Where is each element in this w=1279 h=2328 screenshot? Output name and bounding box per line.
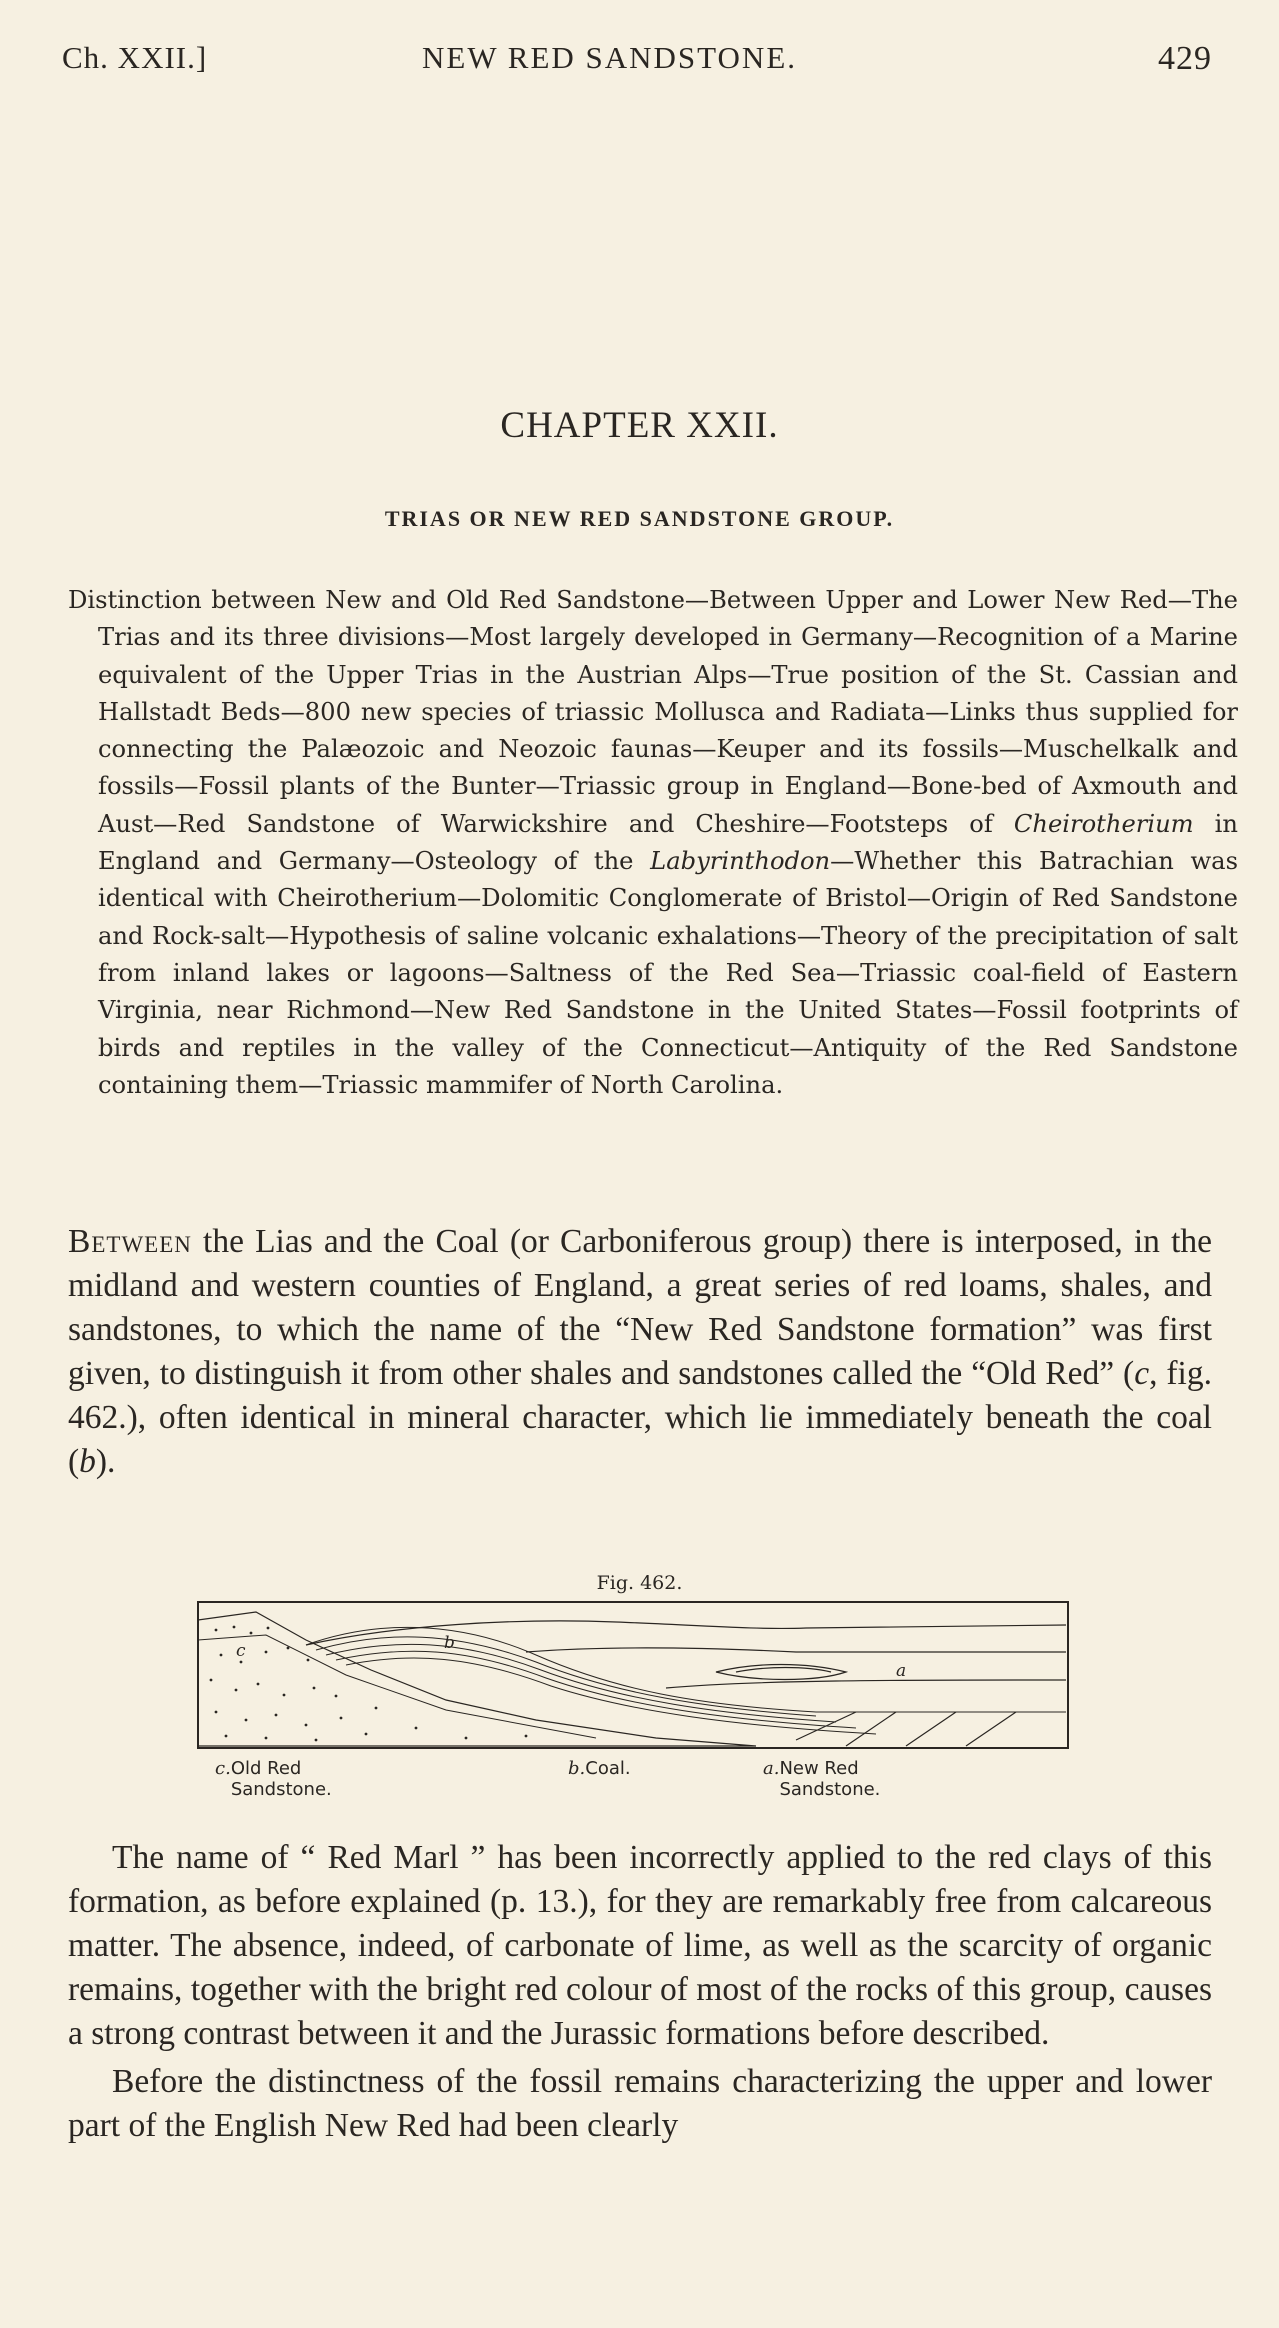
paragraph-red-marl: The name of “ Red Marl ” has been incorrectly applied to the red clays of this formation, as before explained (p. 13.), for they are remarkably free from calcareous matter. The absence, indeed, of carbonate of lime, as well as the scarcity of organic remains, together with the bright red colour of most of the rocks of this group, causes a strong contrast between it and the Jurassic formations before described. xyxy=(68,1839,1212,2052)
chapter-subtitle: TRIAS OR NEW RED SANDSTONE GROUP. xyxy=(384,506,895,531)
summary-italic-cheirotherium: Cheirotherium xyxy=(1013,809,1194,838)
chapter-title: CHAPTER XXII. xyxy=(500,405,779,446)
chapter-reference: Ch. XXII.] xyxy=(62,40,208,75)
running-title: NEW RED SANDSTONE. xyxy=(422,40,798,75)
geological-section-figure xyxy=(196,1600,1072,1752)
paragraph1-text-a: the Lias and the Coal (or Carboniferous group) there is interposed, in the midland and western counties of England, a great series of red loams, shales, and sandstones, to which the name of the “New Red Sandstone formation” was first given, to distinguish it from other shales and sandstones called the “Old Red” ( xyxy=(68,1223,1212,1392)
summary-italic-labyrinthodon: Labyrinthodon xyxy=(650,847,831,876)
running-header xyxy=(62,40,1212,88)
figure-frame xyxy=(198,1602,1068,1748)
paragraph-before-distinctness: Before the distinctness of the fossil remains characterizing the upper and lower part of the English New Red had been clearly xyxy=(68,2063,1212,2144)
legend-old-red xyxy=(215,1758,332,1800)
legend-letter-b: b. xyxy=(568,1758,586,1779)
legend-letter-c: c. xyxy=(215,1758,231,1779)
legend-text-c: Old Red Sandstone. xyxy=(230,1758,332,1800)
figure-mark-b: b xyxy=(444,1633,455,1653)
figure-label: Fig. 462. xyxy=(596,1572,683,1594)
chapter-summary xyxy=(68,582,1238,1104)
paragraph-between xyxy=(68,1220,1212,1484)
summary-text-2: in England and Germany—Osteology of the xyxy=(98,809,1238,876)
summary-text-3: —Whether this Batrachian was identical with Cheirotherium—Dolomitic Conglomerate of Bristol—Origin of Red Sandstone and Rock-salt—Hypothesis of saline volcanic exhalations—Theory of the precipitation of salt from inland lakes or lagoons—Saltness of the Red Sea—Triassic coal-field of Eastern Virginia, near Richmond—New Red Sandstone in the United States—Fossil footprints of birds and reptiles in the valley of the Connecticut—Antiquity of the Red Sandstone containing them—Triassic mammifer of North Carolina. xyxy=(98,847,1238,1099)
legend-new-red xyxy=(763,1758,881,1800)
paragraph1-italic-b: b xyxy=(79,1443,96,1480)
old-red-sandstone-layer xyxy=(198,1612,756,1746)
legend-text-b: Coal. xyxy=(585,1758,631,1779)
sandstone-dots xyxy=(210,1626,528,1742)
new-red-sandstone-layers xyxy=(306,1621,1066,1746)
legend-coal xyxy=(568,1758,631,1779)
figure-mark-c: c xyxy=(236,1641,246,1661)
summary-text-1: Distinction between New and Old Red Sandstone—Between Upper and Lower New Red—The Trias and its three divisions—Most largely developed in Germany—Recognition of a Marine equivalent of the Upper Trias in the Austrian Alps—True position of the St. Cassian and Hallstadt Beds—800 new species of triassic Mollusca and Radiata—Links thus supplied for connecting the Palæozoic and Neozoic faunas—Keuper and its fossils—Muschelkalk and fossils—Fossil plants of the Bunter—Triassic group in England—Bone-bed of Axmouth and Aust—Red Sandstone of Warwickshire and Cheshire—Footsteps of xyxy=(68,586,1238,838)
page-number: 429 xyxy=(1158,40,1212,77)
paragraph1-italic-c: c xyxy=(1134,1355,1150,1392)
figure-legend xyxy=(215,1758,1075,1800)
paragraph1-text-c: ). xyxy=(95,1443,116,1480)
legend-letter-a: a. xyxy=(763,1758,780,1779)
paragraph-lead-word: Between xyxy=(68,1223,192,1260)
legend-text-a: New Red Sandstone. xyxy=(779,1758,881,1800)
paragraph1-text-b: , fig. 462.), often identical in mineral character, which lie immediately beneath the coal ( xyxy=(68,1355,1212,1480)
figure-mark-a: a xyxy=(896,1661,907,1681)
old-red-upper-line xyxy=(198,1635,596,1738)
